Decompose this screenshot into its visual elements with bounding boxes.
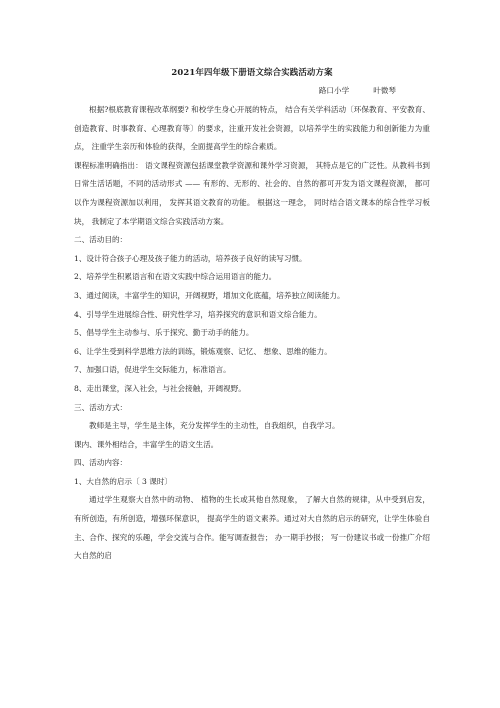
- section-heading-goals: 二、活动目的：: [74, 235, 128, 245]
- author-school: 路口小学: [318, 86, 350, 95]
- goal-item: 3、通过阅读，丰富学生的知识，开阔视野，增加文化底蕴，培养独立阅读能力。: [74, 290, 345, 300]
- method-line: 教师是主导，学生是主体，充分发挥学生的主动性，自我组织，自我学习。: [89, 421, 340, 431]
- goal-item: 1、设计符合孩子心理及孩子能力的活动，培养孩子良好的读写习惯。: [74, 253, 307, 263]
- goal-item: 2、培养学生积累语言和在语文实践中综合运用语言的能力。: [74, 272, 277, 282]
- section-heading-method: 三、活动方式：: [74, 402, 128, 412]
- author-name: 叶微琴: [373, 86, 396, 95]
- standard-paragraph: 课程标准明确指出： 语文课程资源包括课堂教学资源和课外学习资源， 其特点是它的广泛性。从教科书到日常生活话题，不同的活动形式 —— 有形的、无形的、社会的、自然的都可开发为语文课程资源， 都可以作为课程资源加以利用， 发挥其语文教育的功能。 根据这一理念， 同时结合语文课本的综合性学习板块， 我制定了本学期语文综合实践活动方案。: [74, 160, 430, 226]
- goal-item: 8、走出课堂，深入社会，与社会接触，开阔视野。: [74, 383, 246, 393]
- intro-paragraph: 根据?根底教育课程改革纲要? 和校学生身心开展的特点， 结合有关学科活动〔环保教育、平安教育、创造教育、时事教育、心理教育等〕的要求，注重开发社会资源，以培养学生的实践能力和创新能力为重点， 注重学生亲历和体验的获得，全面提高学生的综合素质。: [74, 105, 430, 152]
- goal-item: 7、加强口语，促进学生交际能力，标准语言。: [74, 365, 231, 375]
- goal-item: 5、倡导学生主动参与、乐于探究、勤于动手的能力。: [74, 328, 254, 338]
- section-heading-content: 四、活动内容：: [74, 458, 128, 468]
- goal-item: 6、让学生受到科学思维方法的训练，锻炼观察、记忆、 想象、思维的能力。: [74, 346, 332, 356]
- method-line: 课内、课外相结合，丰富学生的语文生活。: [74, 439, 219, 449]
- author-line: [74, 85, 430, 96]
- content-heading: 1、大自然的启示〔 3 课时〕: [74, 476, 173, 486]
- content-paragraph: 通过学生观察大自然中的动物、 植物的生长或其他自然现象， 了解大自然的规律，从中受到启发， 有所创造，有所创造，增强环保意识， 提高学生的语文素养。通过对大自然的启示的研究，让学生体验自主、合作、探究的乐趣，学会交流与合作。能写调查报告； 办一期手抄报； 写一份建议书或一份推广介绍大自然的启: [74, 495, 430, 561]
- document-title: 2021年四年级下册语文综合实践活动方案: [171, 67, 333, 77]
- goal-item: 4、引导学生进展综合性、研究性学习，培养探究的意识和语文综合能力。: [74, 309, 322, 319]
